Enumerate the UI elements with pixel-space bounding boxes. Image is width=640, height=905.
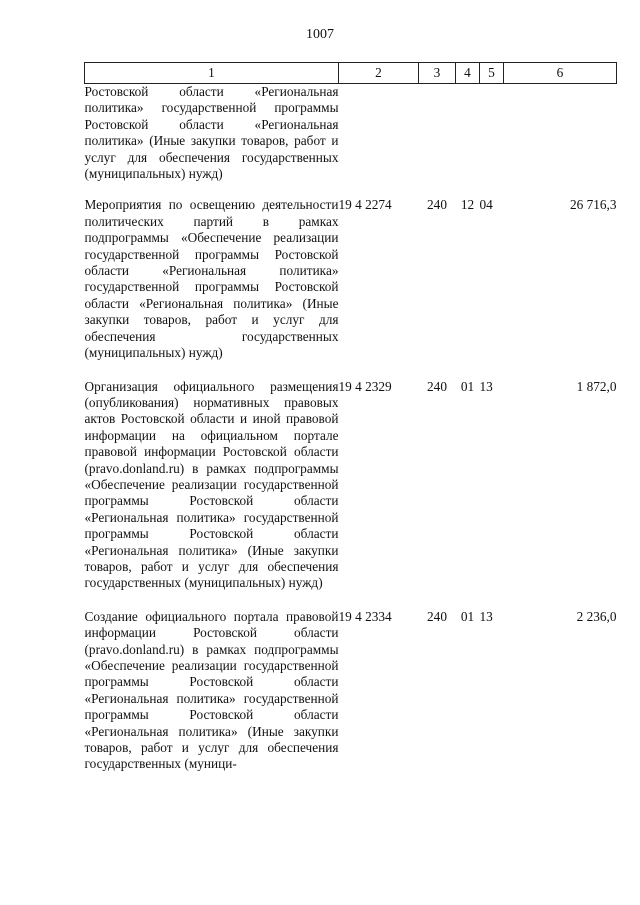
row-amount: 26 716,3	[569, 197, 617, 213]
column-header-3: 3	[419, 63, 456, 84]
column-header-4: 4	[456, 63, 480, 84]
row-amount	[504, 84, 617, 198]
table-row	[85, 379, 617, 609]
row-target-code	[339, 84, 419, 198]
row-section: 01	[460, 608, 475, 624]
column-header-2: 2	[339, 63, 419, 84]
column-header-1: 1	[85, 63, 339, 84]
column-header-6: 6	[504, 63, 617, 84]
row-description: Организация официального размещения (опубликования) нормативных правовых актов Ростовской области и иной правовой информации на официальном портале правовой информации Ростовской области (pravo.donland.ru) в рамках подпрограммы «Обеспечение реализации государственной программы Ростовской области «Региональная политика» государственной программы Ростовской области «Региональная политика» (Иные закупки товаров, работ и услуг для обеспечения государственных (муниципальных) нужд)	[84, 378, 339, 591]
row-subsection: 04	[479, 197, 493, 213]
column-header-5: 5	[480, 63, 504, 84]
row-description: Создание официального портала правовой информации Ростовской области (pravo.donland.ru) в рамках подпрограммы «Обеспечение реализации государственной программы Ростовской области «Региональная политика» государственной программы Ростовской области «Региональная политика» (Иные закупки товаров, работ и услуг для обеспечения государственных (муници-	[84, 608, 339, 772]
row-section	[456, 84, 480, 198]
table-row	[85, 84, 617, 198]
row-target-code: 19 4 2274	[338, 197, 392, 213]
row-section: 01	[460, 378, 475, 394]
table-row	[85, 197, 617, 378]
row-expense-type: 240	[427, 378, 447, 394]
page-number: 1007	[306, 27, 334, 42]
row-subsection: 13	[479, 378, 493, 394]
row-amount: 1 872,0	[576, 378, 617, 394]
table-header	[85, 63, 617, 84]
row-target-code: 19 4 2334	[338, 608, 392, 624]
row-expense-type	[419, 84, 456, 198]
row-amount: 2 236,0	[576, 608, 617, 624]
table-row	[85, 609, 617, 790]
budget-table	[84, 62, 617, 790]
row-description: Мероприятия по освещению деятельности политических партий в рамках подпрограммы «Обеспечение реализации государственной программы Ростовской области «Региональная политика» государственной программы Ростовской области «Региональная политика» (Иные закупки товаров, работ и услуг для обеспечения государственных (муниципальных) нужд)	[84, 197, 339, 361]
row-expense-type: 240	[427, 608, 447, 624]
row-subsection: 13	[479, 608, 493, 624]
row-expense-type: 240	[427, 197, 447, 213]
row-section: 12	[460, 197, 475, 213]
row-subsection	[480, 84, 504, 198]
row-target-code: 19 4 2329	[338, 378, 392, 394]
row-description: Ростовской области «Региональная политика» государственной программы Ростовской области «Региональная политика» (Иные закупки товаров, работ и услуг для обеспечения государственных (муниципальных) нужд)	[84, 84, 339, 182]
